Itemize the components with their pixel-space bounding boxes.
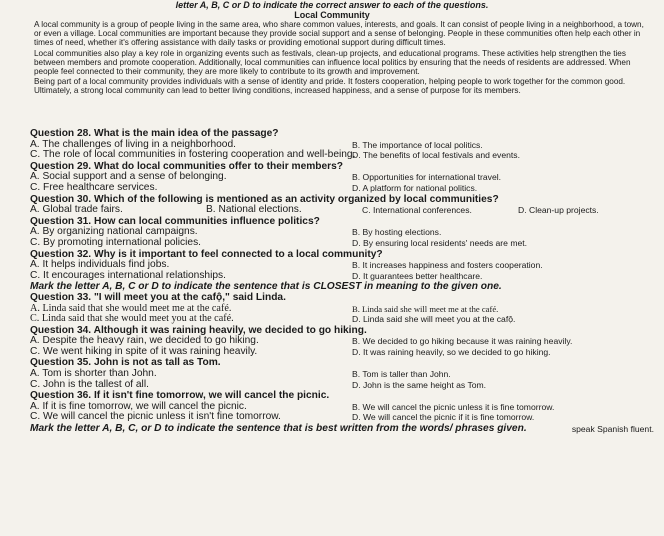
option-d: D. The benefits of local festivals and events. [352, 150, 520, 161]
option-c: C. International conferences. [362, 205, 472, 216]
option-d: D. A platform for national politics. [352, 182, 478, 193]
question-text: Question 31. How can local communities influence politics? [30, 215, 320, 227]
question-text: Question 29. What do local communities offer to their members? [30, 160, 344, 172]
question-34 [30, 326, 654, 358]
option-c: C. It encourages international relationships. [30, 269, 226, 281]
option-a: A. Despite the heavy rain, we decided to go hiking. [30, 335, 259, 347]
question-33 [30, 293, 654, 325]
question-28 [30, 129, 654, 161]
question-31 [30, 217, 654, 249]
option-b: B. Opportunities for international travel. [352, 172, 502, 183]
option-a: A. If it is fine tomorrow, we will cancel the picnic. [30, 400, 247, 412]
option-d: D. It guarantees better healthcare. [352, 270, 483, 281]
question-text: Question 32. Why is it important to feel connected to a local community? [30, 248, 383, 260]
question-35 [30, 358, 654, 390]
option-d: D. John is the same height as Tom. [352, 379, 487, 390]
option-a: A. Social support and a sense of belonging. [30, 171, 227, 183]
option-a: A. Global trade fairs. [30, 204, 123, 216]
option-a: A. Linda said that she would meet me at the café. [30, 302, 232, 314]
option-d: D. Clean-up projects. [518, 205, 599, 216]
option-c: C. By promoting international policies. [30, 236, 202, 248]
passage-paragraph: Being part of a local community provides individuals with a sense of identity and pride. It fosters cooperation, helping people to work together for the common good. Ultimately, a strong local community can lead to better living conditions, increased happiness, and a sense of purpose for its members. [34, 77, 626, 96]
option-a: A. By organizing national campaigns. [30, 226, 198, 238]
question-32 [30, 250, 654, 282]
option-d: D. Linda said she will meet you at the cafộ. [352, 314, 516, 325]
option-b: B. Tom is taller than John. [352, 369, 451, 380]
question-text: Question 36. If it isn't fine tomorrow, we will cancel the picnic. [30, 390, 330, 402]
question-text: Question 30. Which of the following is mentioned as an activity organized by local communities? [30, 193, 499, 205]
instruction-closest-meaning: Mark the letter A, B, C or D to indicate the sentence that is CLOSEST in meaning to the given one. [30, 281, 502, 293]
option-a: A. It helps individuals find jobs. [30, 259, 170, 271]
option-d: D. By ensuring local residents' needs are met. [352, 237, 528, 248]
option-c: C. We will cancel the picnic unless it isn't fine tomorrow. [30, 411, 281, 423]
option-b: B. National elections. [206, 204, 302, 216]
question-text: Question 28. What is the main idea of the passage? [30, 128, 279, 139]
option-a: A. Tom is shorter than John. [30, 368, 157, 380]
question-list [30, 129, 654, 436]
option-b: B. We will cancel the picnic unless it is fine tomorrow. [352, 401, 555, 412]
option-d: D. It was raining heavily, so we decided to go hiking. [352, 346, 551, 357]
option-c: C. Free healthcare services. [30, 181, 158, 193]
question-text: Question 34. Although it was raining heavily, we decided to go hiking. [30, 324, 367, 336]
option-b: B. The importance of local politics. [352, 139, 483, 150]
option-b: B. We decided to go hiking because it was raining heavily. [352, 336, 573, 347]
passage-paragraph: A local community is a group of people living in the same area, who share common values, interests, and goals. It can consist of people living in a neighborhood, a town, or even a village. Local communities are important because they provide social support and a sense of belonging. People in these communities often help each other in times of need, whether it's offering assistance with daily tasks or providing emotional support during difficult times. [34, 20, 644, 48]
passage-paragraph: Local communities also play a key role in organizing events such as festivals, clean-up projects, and educational programs. These activities help strengthen the ties between members and promote cooperation. Additionally, local communities can influence local politics by ensuring that the needs of residents are addressed. When people feel connected to their community, they are more likely to contribute to its growth and improvement. [34, 48, 631, 77]
option-d: D. We will cancel the picnic if it is fine tomorrow. [352, 412, 535, 423]
reading-passage [34, 20, 652, 97]
question-29 [30, 162, 654, 194]
footer-fragment: speak Spanish fluent. [571, 424, 654, 435]
question-text: Question 35. John is not as tall as Tom. [30, 357, 221, 369]
instruction-best-written: Mark the letter A, B, C, or D to indicate the sentence that is best written from the words/ phrases given. [30, 423, 527, 435]
option-b: B. Linda said she will meet me at the café. [352, 303, 499, 314]
option-c: C. John is the tallest of all. [30, 378, 149, 390]
option-c: C. Linda said that she would meet you at the café. [30, 313, 234, 325]
question-36 [30, 391, 654, 423]
option-c: C. We went hiking in spite of it was raining heavily. [30, 345, 258, 357]
option-b: B. By hosting elections. [352, 227, 442, 238]
question-30 [30, 195, 654, 216]
question-text: Question 33. "I will meet you at the cafộ," said Linda. [30, 291, 286, 303]
option-b: B. It increases happiness and fosters cooperation. [352, 260, 543, 271]
option-c: C. The role of local communities in fostering cooperation and well-being. [30, 149, 356, 161]
section-header: letter A, B, C or D to indicate the correct answer to each of the questions. [175, 0, 489, 10]
passage-title: Local Community [294, 10, 370, 20]
option-a: A. The challenges of living in a neighborhood. [30, 138, 236, 150]
